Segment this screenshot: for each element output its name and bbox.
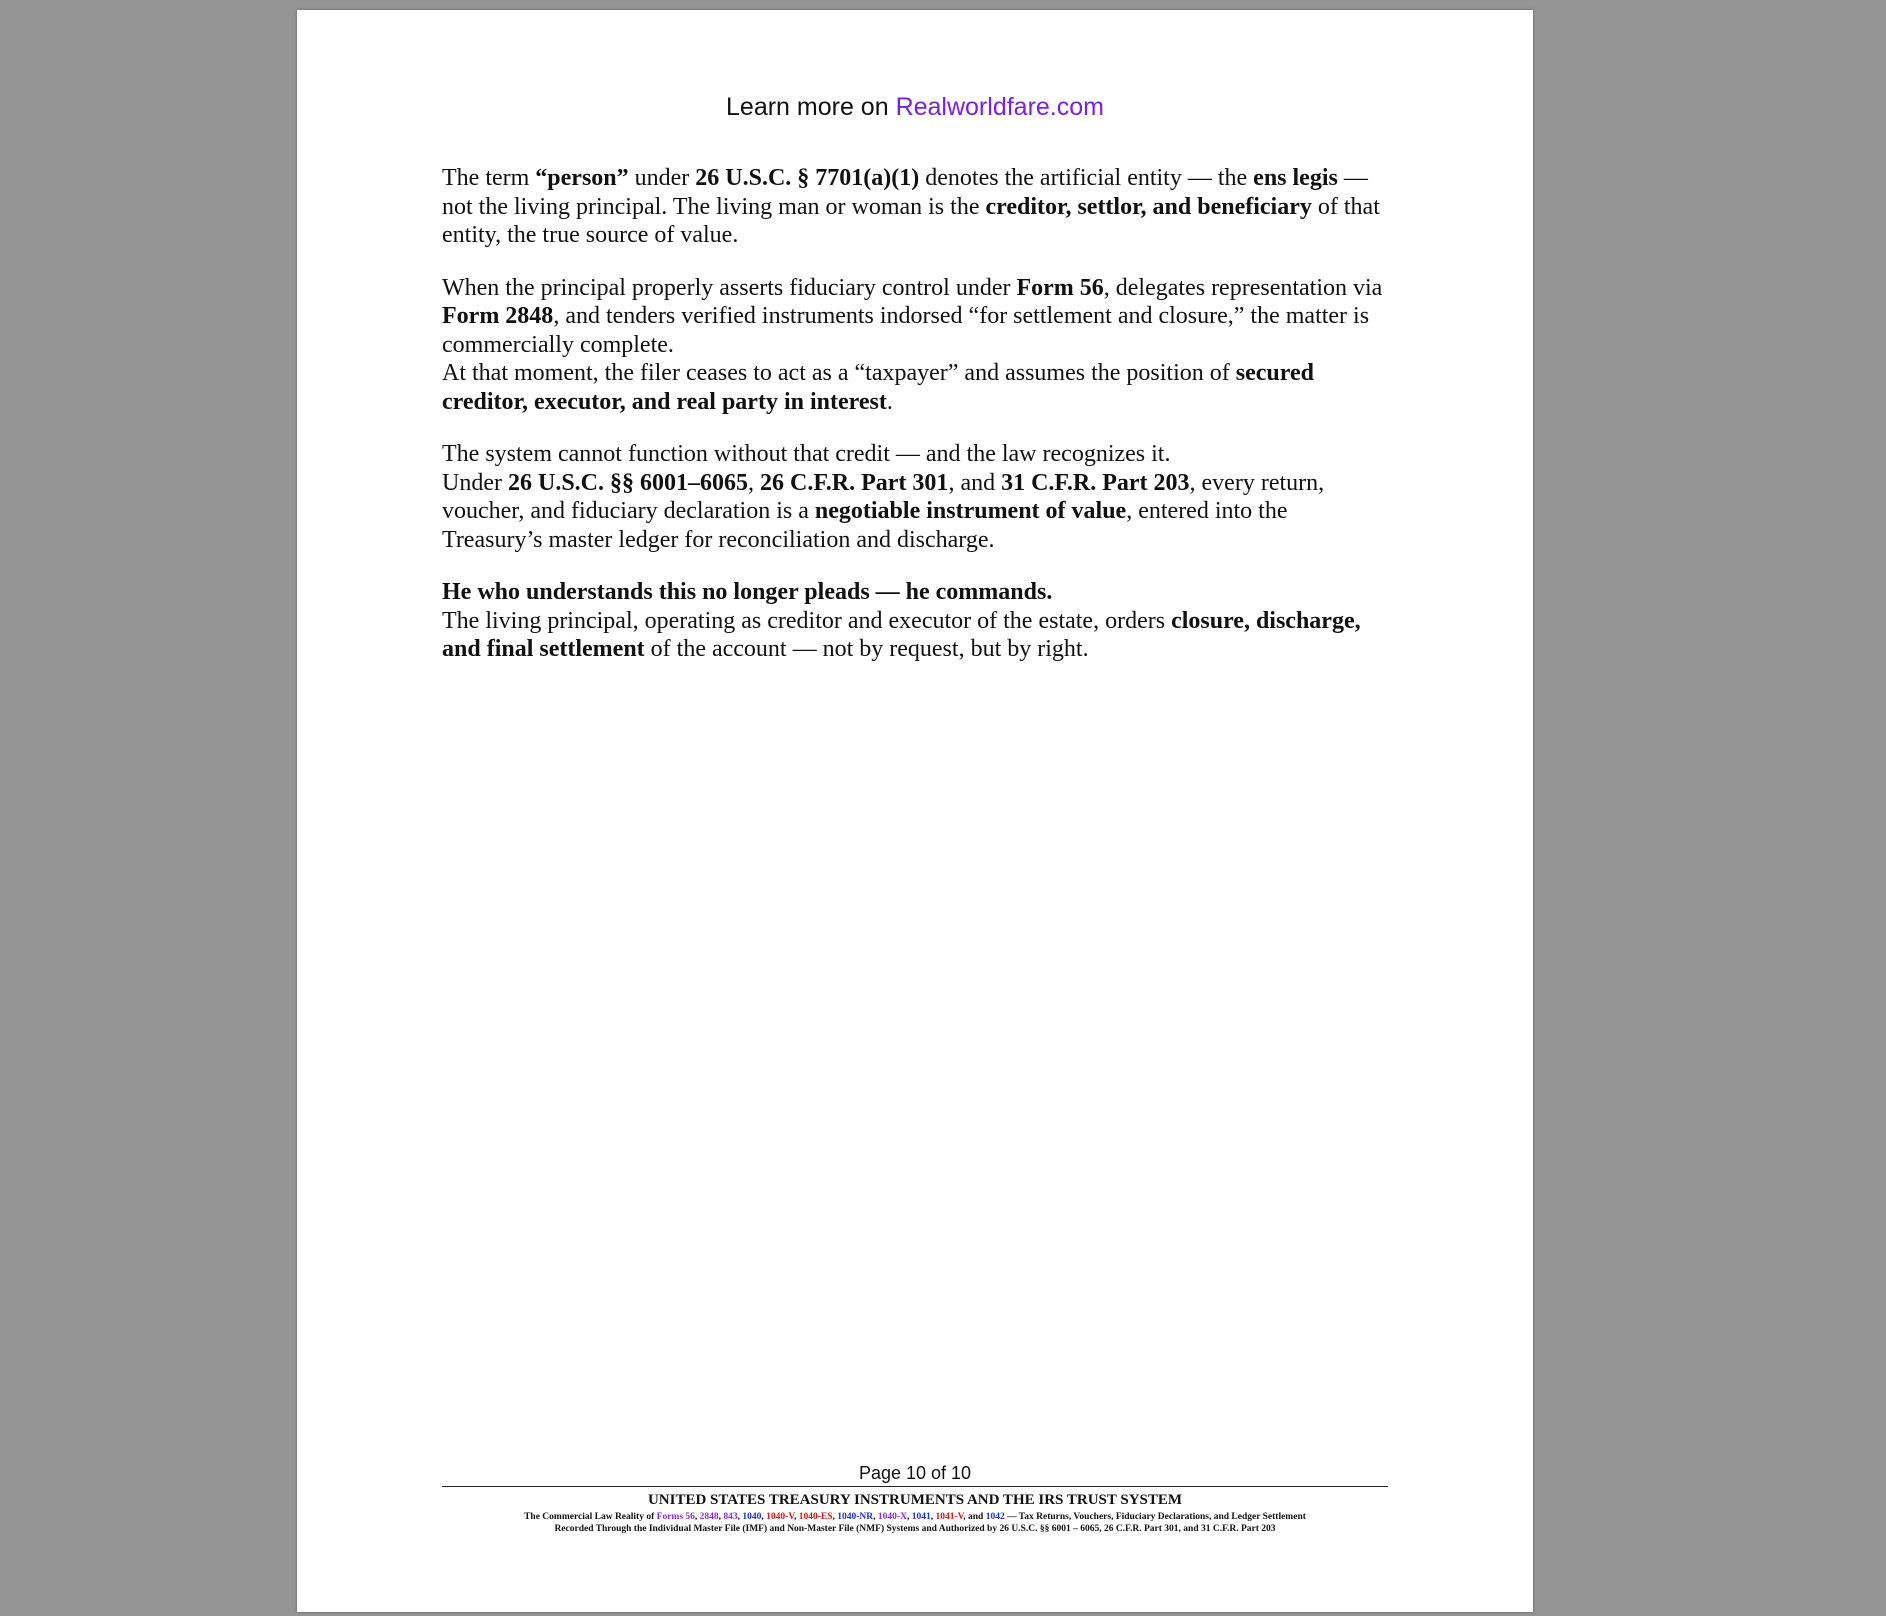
form-link: Forms 56 <box>656 1512 695 1522</box>
text-run: , and <box>948 469 1002 496</box>
bold-run: creditor, settlor, and beneficiary <box>985 193 1312 220</box>
footer-separator: , <box>906 1512 912 1522</box>
bold-run: 26 C.F.R. Part 301 <box>760 469 949 496</box>
footer-text: — Tax Returns, Vouchers, Fiduciary Declarations, and Ledger Settlement <box>1004 1512 1306 1522</box>
document-page <box>297 10 1533 1612</box>
form-link: 1040 <box>742 1512 762 1522</box>
paragraph-fiduciary-control <box>442 274 1392 417</box>
text-run: The living principal, operating as creditor and executor of the estate, orders <box>442 607 1172 634</box>
bold-run: secured creditor, executor, and real party in interest <box>442 360 1314 415</box>
footer-separator: , and <box>963 1512 986 1522</box>
page-header <box>297 92 1533 122</box>
paragraph-system-credit <box>442 440 1392 554</box>
footer-text: The Commercial Law Reality of <box>524 1512 657 1522</box>
bold-run: ens legis <box>1253 165 1338 191</box>
form-link: 1040-V <box>766 1512 794 1522</box>
text-run: — not the living principal. The living man or woman is the <box>442 165 1368 220</box>
footer-separator: , <box>930 1512 936 1522</box>
bold-run: 26 U.S.C. § 7701(a)(1) <box>695 165 920 191</box>
text-run: , entered into the Treasury’s master ledger for reconciliation and discharge. <box>442 498 1288 553</box>
text-run: , <box>748 469 760 496</box>
text-run: . <box>886 388 893 415</box>
form-link: 2848 <box>699 1512 719 1522</box>
footer-separator: , <box>737 1512 743 1522</box>
footer-separator: , <box>832 1512 838 1522</box>
footer-separator: , <box>793 1512 799 1522</box>
text-run: The term <box>442 165 536 191</box>
footer-separator: , <box>873 1512 878 1522</box>
bold-run: 31 C.F.R. Part 203 <box>1001 469 1190 496</box>
bold-run: Form 56 <box>1016 274 1104 301</box>
form-link: 1041 <box>911 1512 931 1522</box>
footer-separator: , <box>718 1512 724 1522</box>
paragraph-commands <box>442 578 1392 664</box>
text-run: When the principal properly asserts fiduciary control under <box>442 274 1017 301</box>
form-link: 1041-V <box>935 1512 964 1522</box>
bold-run: Form 2848 <box>442 303 554 329</box>
footer-separator: , <box>761 1512 767 1522</box>
form-link: 843 <box>723 1512 738 1522</box>
text-run: The system cannot function without that credit — and the law recognizes it. <box>442 441 1171 467</box>
bold-run: “person” <box>535 165 629 191</box>
text-run: Under <box>442 469 508 496</box>
form-link: 1040-NR <box>837 1512 874 1522</box>
header-prefix: Learn more on <box>726 93 896 121</box>
footer-authority-line: Recorded Through the Individual Master File (IMF) and Non-Master File (NMF) Systems and Authorized by 26 U.S.C. §§ 6001 – 6065, 26 C.F.R. Part 301, and 31 C.F.R. Part 203 <box>554 1524 1276 1534</box>
realworldfare-link[interactable]: Realworldfare.com <box>895 93 1104 121</box>
footer-title: UNITED STATES TREASURY INSTRUMENTS AND THE IRS TRUST SYSTEM <box>647 1492 1183 1508</box>
text-run: under <box>628 165 696 191</box>
text-run: , delegates representation via <box>1103 274 1383 301</box>
footer-forms-line <box>297 1511 1533 1523</box>
bold-run: negotiable instrument of value <box>814 498 1127 524</box>
footer-divider <box>442 1486 1388 1487</box>
text-run: denotes the artificial entity — the <box>919 165 1254 191</box>
text-run: of the account — not by request, but by right. <box>644 636 1089 662</box>
footer-separator: , <box>694 1512 700 1522</box>
paragraph-person-definition <box>442 164 1392 250</box>
form-link: 1042 <box>985 1512 1005 1522</box>
page-number: Page 10 of 10 <box>858 1463 972 1483</box>
form-link: 1040-ES <box>798 1512 833 1522</box>
form-link: 1040-X <box>877 1512 907 1522</box>
text-run: At that moment, the filer ceases to act as a “taxpayer” and assumes the position of <box>442 360 1236 386</box>
text-run: , every return, voucher, and fiduciary declaration is a <box>442 469 1325 524</box>
bold-run: He who understands this no longer pleads — he commands. <box>442 579 1053 605</box>
bold-run: closure, discharge, and final settlement <box>442 607 1361 662</box>
bold-run: 26 U.S.C. §§ 6001–6065 <box>507 469 748 496</box>
text-run: , and tenders verified instruments indorsed “for settlement and closure,” the matter is commercially complete. <box>442 303 1370 358</box>
body-text <box>442 164 1392 688</box>
text-run: of that entity, the true source of value. <box>442 193 1380 248</box>
